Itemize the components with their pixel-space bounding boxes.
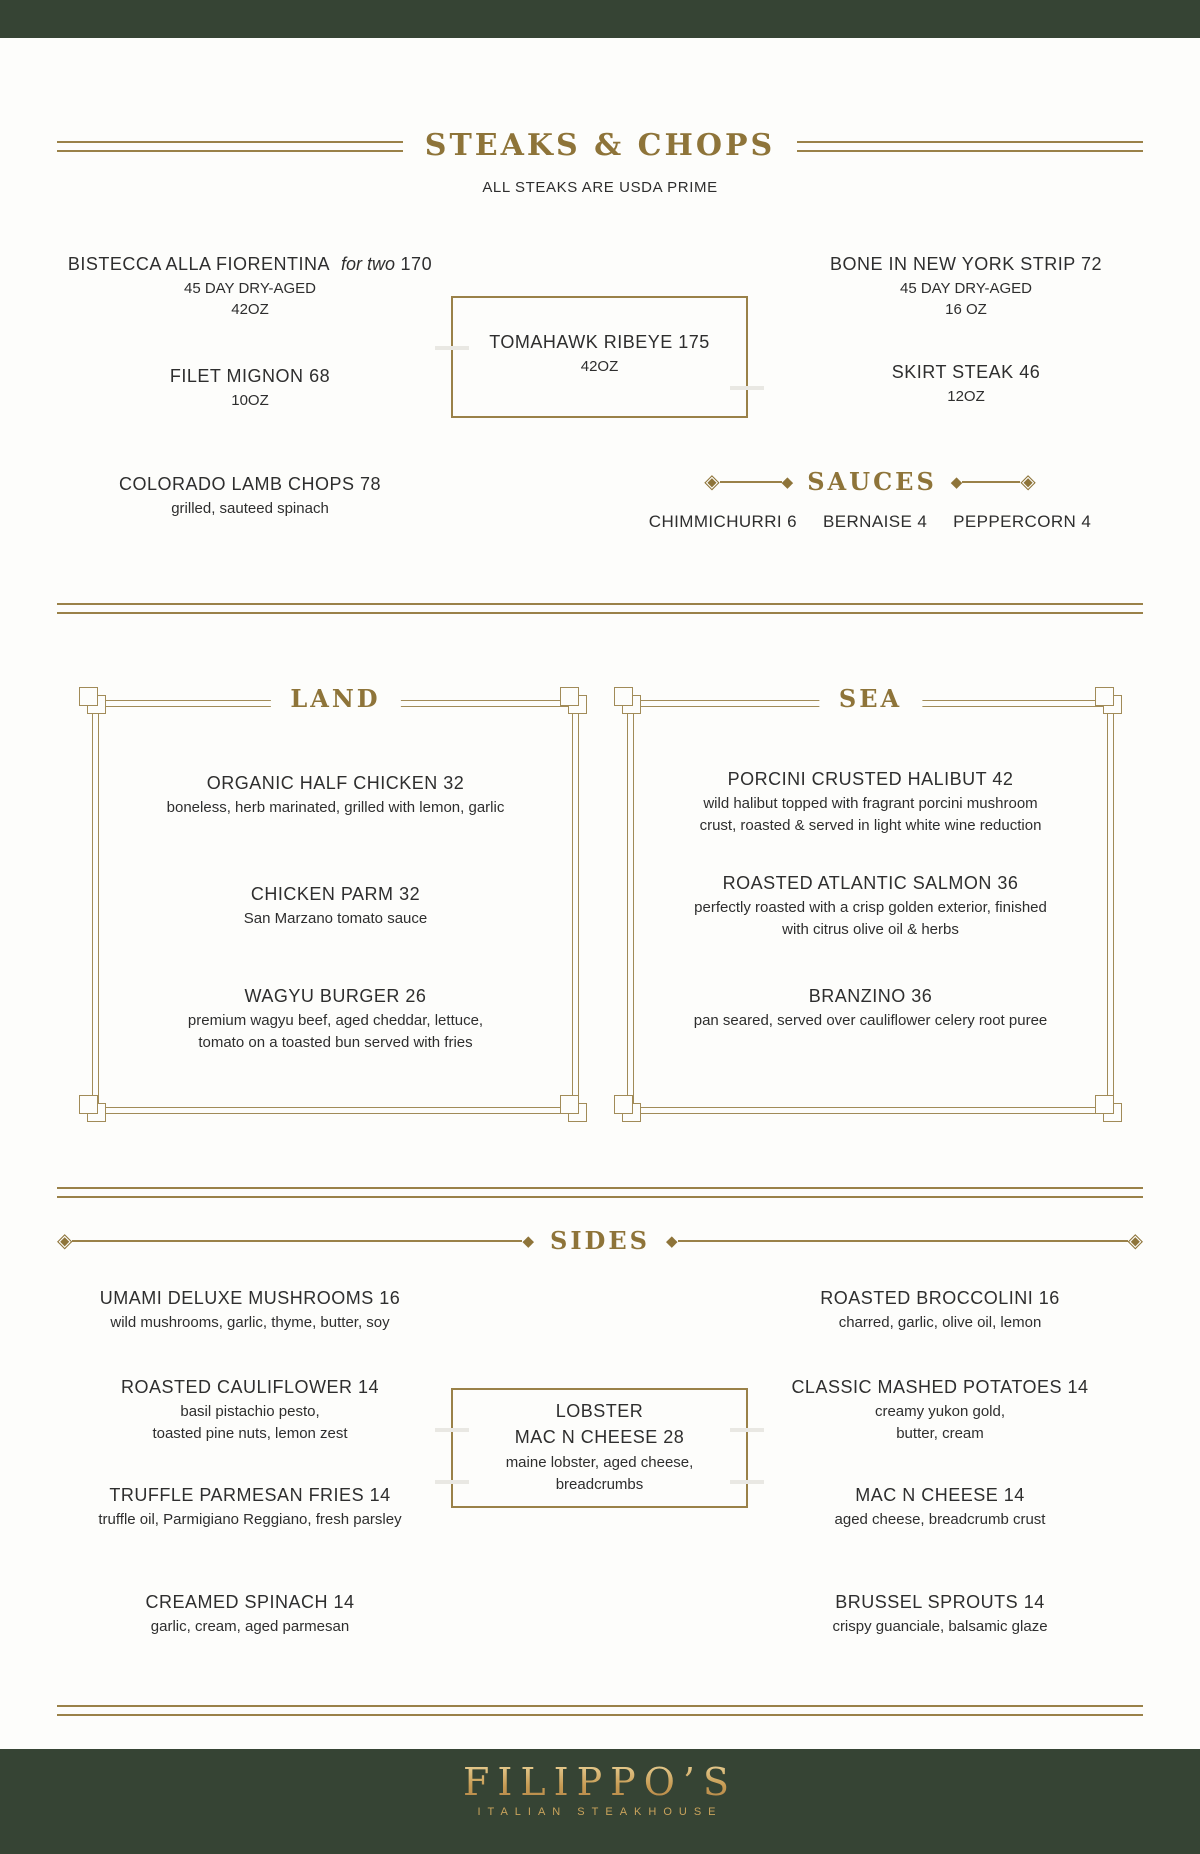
diamond-outline-icon: ◈ xyxy=(57,1230,73,1252)
portion-note: for two xyxy=(341,254,396,274)
steaks-title: STEAKS & CHOPS xyxy=(424,128,776,163)
sea-panel xyxy=(627,684,1114,1114)
ornament-line xyxy=(678,1240,1128,1242)
border-tick xyxy=(435,1480,469,1484)
corner-ornament xyxy=(614,1095,646,1127)
item-price: 14 xyxy=(1003,1485,1025,1505)
menu-item xyxy=(40,1590,460,1638)
item-detail: 42OZ xyxy=(580,358,619,375)
menu-item-bistecca xyxy=(40,252,460,320)
item-price: 14 xyxy=(358,1377,380,1397)
item-description: truffle oil, Parmigiano Reggiano, fresh parsley xyxy=(98,1511,402,1528)
item-detail: grilled, sauteed spinach xyxy=(171,500,329,517)
sauces-header xyxy=(640,468,1100,496)
diamond-outline-icon: ◈ xyxy=(1127,1230,1143,1252)
item-price: 175 xyxy=(678,332,710,352)
sauce-item: BERNAISE 4 xyxy=(823,512,928,531)
land-panel xyxy=(92,684,579,1114)
item-name: UMAMI DELUXE MUSHROOMS 16 xyxy=(99,1288,401,1308)
item-description: premium wagyu beef, aged cheddar, lettuce, xyxy=(187,1012,484,1029)
diamond-icon: ◆ xyxy=(666,1232,678,1250)
item-price: 46 xyxy=(1019,362,1041,382)
corner-ornament xyxy=(614,687,646,719)
item-price: 42 xyxy=(992,769,1014,789)
item-price: 78 xyxy=(360,474,382,494)
item-price: 170 xyxy=(400,254,433,274)
item-price: 14 xyxy=(333,1592,355,1612)
item-price: 68 xyxy=(309,366,331,386)
sea-title: SEA xyxy=(819,685,922,713)
item-price: 26 xyxy=(405,986,427,1006)
menu-item xyxy=(40,1286,460,1334)
item-name: ROASTED CAULIFLOWER 14 xyxy=(120,1377,380,1397)
item-detail: 45 DAY DRY-AGED xyxy=(183,280,316,297)
item-name: CHICKEN PARM 32 xyxy=(250,884,421,904)
corner-ornament xyxy=(79,687,111,719)
diamond-icon: ◆ xyxy=(522,1232,534,1250)
item-name: MAC N CHEESE 14 xyxy=(855,1485,1025,1505)
item-description: basil pistachio pesto, xyxy=(180,1403,320,1420)
item-name: CLASSIC MASHED POTATOES 14 xyxy=(791,1377,1089,1397)
item-detail: 42OZ xyxy=(231,301,269,318)
border-tick xyxy=(435,346,469,350)
diamond-outline-icon: ◈ xyxy=(704,471,720,493)
sauce-list xyxy=(620,510,1120,534)
item-name: SKIRT STEAK 46 xyxy=(891,362,1041,382)
item-description: perfectly roasted with a crisp golden exterior, finished xyxy=(694,899,1047,916)
item-price: 28 xyxy=(663,1427,685,1447)
item-description: crust, roasted & served in light white wine reduction xyxy=(699,817,1042,834)
sauce-item: PEPPERCORN 4 xyxy=(953,512,1092,531)
corner-ornament xyxy=(1095,1095,1127,1127)
item-description: aged cheese, breadcrumb crust xyxy=(834,1511,1046,1528)
item-name: FILET MIGNON 68 xyxy=(169,366,331,386)
item-description: San Marzano tomato sauce xyxy=(243,910,428,927)
item-name: BISTECCA ALLA FIORENTINA for two 170 xyxy=(67,254,433,274)
menu-item-filet xyxy=(40,364,460,411)
menu-item xyxy=(730,1590,1150,1638)
corner-ornament xyxy=(560,1095,592,1127)
sauces-title: SAUCES xyxy=(807,467,937,496)
item-description: crispy guanciale, balsamic glaze xyxy=(832,1618,1048,1635)
item-name: BONE IN NEW YORK STRIP 72 xyxy=(830,254,1102,274)
item-name: COLORADO LAMB CHOPS 78 xyxy=(118,474,382,494)
item-name: ROASTED BROCCOLINI 16 xyxy=(820,1288,1060,1308)
menu-item xyxy=(93,771,578,819)
item-price: 72 xyxy=(1080,254,1102,274)
item-price: 14 xyxy=(369,1485,391,1505)
item-price: 32 xyxy=(443,773,465,793)
ornament-line xyxy=(720,481,782,483)
item-price: 32 xyxy=(399,884,421,904)
item-name: BRUSSEL SPROUTS 14 xyxy=(835,1592,1045,1612)
item-name: BRANZINO 36 xyxy=(808,986,933,1006)
top-banner xyxy=(0,0,1200,38)
sides-title: SIDES xyxy=(550,1226,650,1255)
steaks-subtitle: ALL STEAKS ARE USDA PRIME xyxy=(482,179,718,196)
item-price: 36 xyxy=(911,986,933,1006)
tomahawk-box xyxy=(451,296,748,418)
menu-item-lamb xyxy=(40,472,460,519)
menu-item xyxy=(93,882,578,930)
menu-item xyxy=(730,1375,1150,1445)
ornament-line xyxy=(962,481,1020,483)
lobster-mac-box xyxy=(451,1388,748,1508)
item-name: ORGANIC HALF CHICKEN 32 xyxy=(206,773,465,793)
item-name: ROASTED ATLANTIC SALMON 36 xyxy=(722,873,1019,893)
item-detail: 45 DAY DRY-AGED xyxy=(899,280,1032,297)
border-tick xyxy=(435,1428,469,1432)
item-description: pan seared, served over cauliflower celery root puree xyxy=(693,1012,1048,1029)
item-description: boneless, herb marinated, grilled with lemon, garlic xyxy=(166,799,505,816)
menu-item-bone-in-ny xyxy=(756,252,1176,320)
item-description: breadcrumbs xyxy=(555,1476,644,1493)
item-price: 16 xyxy=(1038,1288,1060,1308)
diamond-outline-icon: ◈ xyxy=(1020,471,1036,493)
sides-header xyxy=(57,1227,1143,1255)
menu-item xyxy=(730,1286,1150,1334)
footer-banner xyxy=(0,1749,1200,1854)
item-description: garlic, cream, aged parmesan xyxy=(150,1618,350,1635)
item-detail: 16 OZ xyxy=(945,301,987,318)
item-name: CREAMED SPINACH 14 xyxy=(145,1592,355,1612)
item-price: 36 xyxy=(997,873,1019,893)
item-description: butter, cream xyxy=(896,1425,984,1442)
item-description: creamy yukon gold, xyxy=(874,1403,1006,1420)
section-divider xyxy=(57,603,1143,614)
menu-item-skirt xyxy=(756,360,1176,407)
item-name: LOBSTER xyxy=(555,1401,644,1421)
ornament-line xyxy=(72,1240,522,1242)
item-detail: 12OZ xyxy=(947,388,985,405)
diamond-icon: ◆ xyxy=(781,473,794,491)
menu-item xyxy=(40,1483,460,1531)
corner-ornament xyxy=(79,1095,111,1127)
corner-ornament xyxy=(560,687,592,719)
item-name: TOMAHAWK RIBEYE 175 xyxy=(489,332,710,352)
restaurant-tagline: ITALIAN STEAKHOUSE xyxy=(477,1806,723,1818)
item-name: WAGYU BURGER 26 xyxy=(244,986,427,1006)
item-price: 16 xyxy=(379,1288,401,1308)
menu-item xyxy=(93,984,578,1054)
item-description: maine lobster, aged cheese, xyxy=(505,1454,694,1471)
item-name: MAC N CHEESE 28 xyxy=(514,1427,685,1447)
item-price: 14 xyxy=(1067,1377,1089,1397)
section-divider xyxy=(57,1187,1143,1198)
double-line xyxy=(57,141,403,152)
item-price: 14 xyxy=(1023,1592,1045,1612)
item-description: tomato on a toasted bun served with fries xyxy=(198,1034,473,1051)
menu-item xyxy=(628,984,1113,1032)
corner-ornament xyxy=(1095,687,1127,719)
item-description: wild mushrooms, garlic, thyme, butter, soy xyxy=(110,1314,390,1331)
item-name: PORCINI CRUSTED HALIBUT 42 xyxy=(727,769,1014,789)
menu-item xyxy=(40,1375,460,1445)
double-line xyxy=(797,141,1143,152)
steaks-section-header xyxy=(57,128,1143,164)
sauce-item: CHIMMICHURRI 6 xyxy=(648,512,798,531)
menu-item xyxy=(628,767,1113,837)
item-name: TRUFFLE PARMESAN FRIES 14 xyxy=(109,1485,391,1505)
restaurant-logo: FILIPPO’S xyxy=(462,1760,738,1804)
menu-item xyxy=(730,1483,1150,1531)
land-title: LAND xyxy=(270,685,400,713)
item-description: wild halibut topped with fragrant porcini mushroom xyxy=(703,795,1038,812)
diamond-icon: ◆ xyxy=(950,473,963,491)
item-description: charred, garlic, olive oil, lemon xyxy=(838,1314,1042,1331)
section-divider xyxy=(57,1705,1143,1716)
item-detail: 10OZ xyxy=(231,392,269,409)
item-description: toasted pine nuts, lemon zest xyxy=(152,1425,348,1442)
menu-item xyxy=(628,871,1113,941)
item-description: with citrus olive oil & herbs xyxy=(782,921,959,938)
